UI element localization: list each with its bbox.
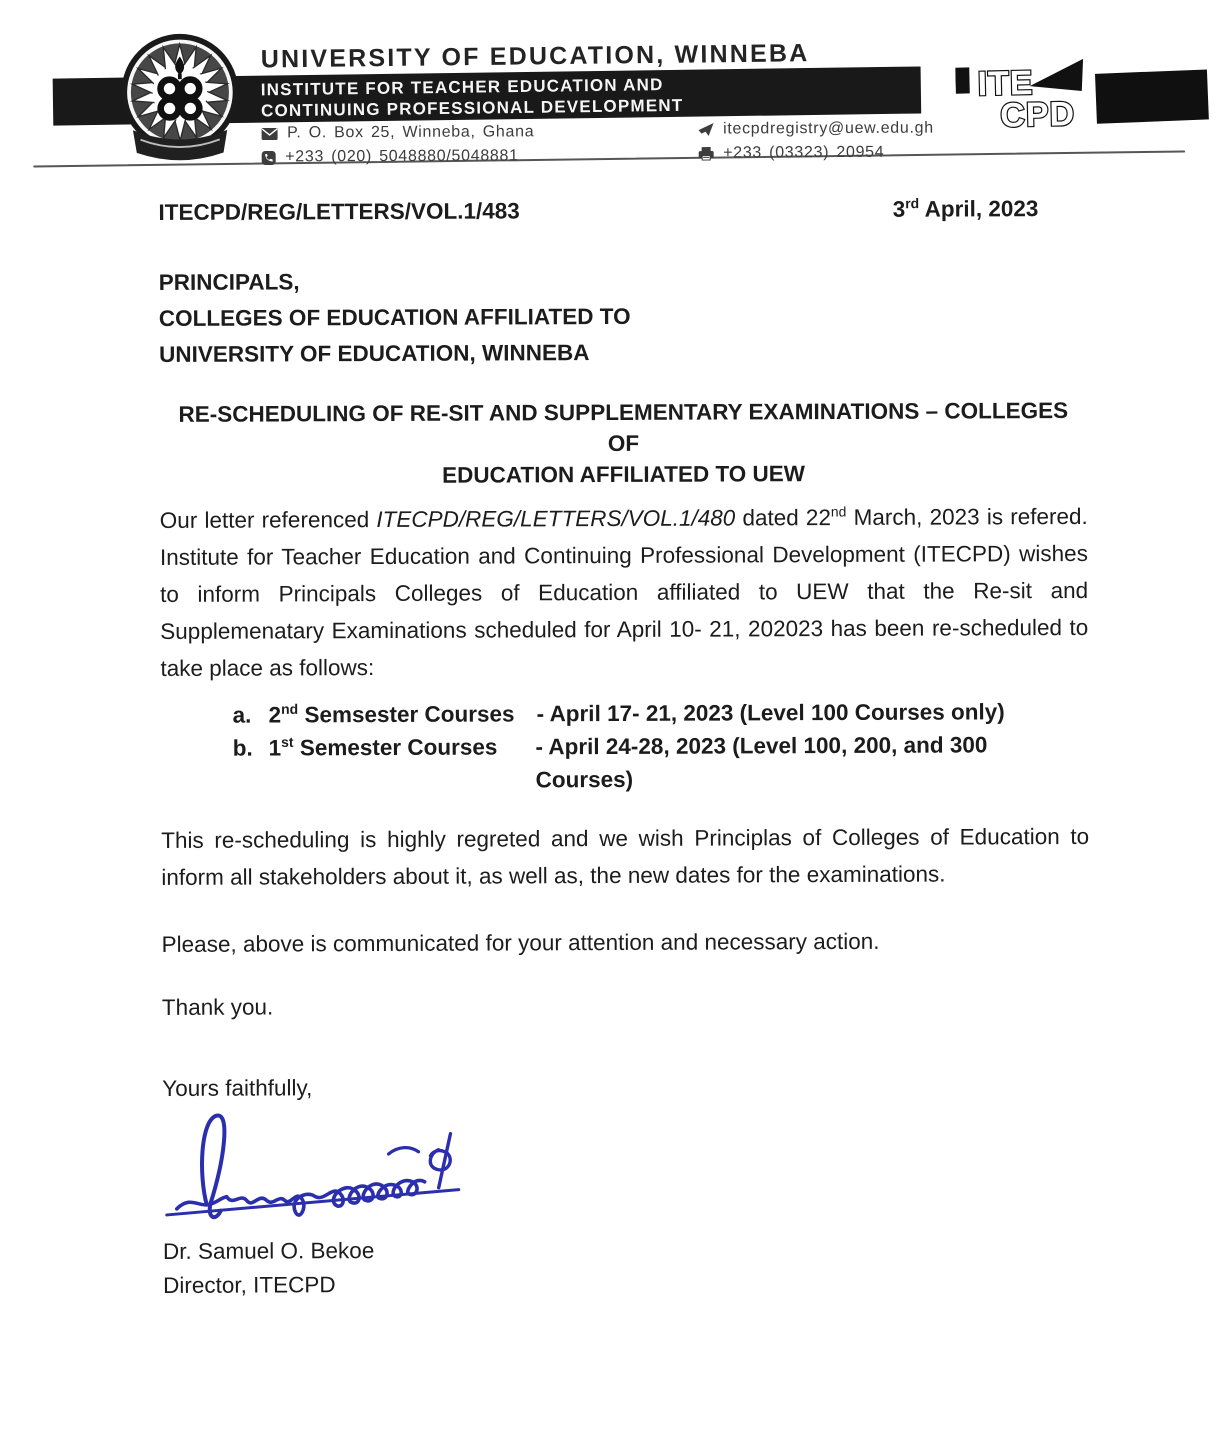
closing-line: Yours faithfully, [162, 1066, 1090, 1107]
header-black-rectangle [1095, 69, 1209, 123]
subject-heading [159, 395, 1087, 492]
signer-title: Director, ITECPD [163, 1265, 1091, 1303]
reference-number: ITECPD/REG/LETTERS/VOL.1/483 [158, 192, 520, 231]
list-marker: a. [233, 698, 269, 731]
list-course [269, 730, 536, 797]
uew-crest-logo [114, 32, 247, 176]
date-rest: April, 2023 [919, 196, 1038, 222]
uew-crest-icon [114, 32, 247, 171]
list-marker: b. [233, 731, 269, 797]
paragraph-3: Please, above is communicated for your attention and necessary action. [162, 922, 1090, 963]
signer-name: Dr. Samuel O. Bekoe [163, 1231, 1091, 1269]
university-name: UNIVERSITY OF EDUCATION, WINNEBA [261, 39, 810, 74]
schedule-list [233, 695, 1089, 798]
date-ordinal: rd [905, 195, 919, 211]
envelope-icon [261, 127, 278, 140]
p1-referenced-letter: ITECPD/REG/LETTERS/VOL.1/480 [376, 505, 735, 532]
p1-seg: March, 2023 is refered. Institute for Teacher Education and Continuing Professional Development (ITECPD) wishes to inform Principals Colleges of Education affiliated to UEW that the Re-sit and Supplemenatary Examinations scheduled for April 10- 21, 202023 has been re-scheduled to take place as follows: [160, 504, 1088, 681]
itecpd-logo [955, 55, 1095, 145]
semester-ordinal: nd [281, 701, 298, 717]
subject-line2: EDUCATION AFFILIATED TO UEW [170, 457, 1078, 492]
addressee-line: PRINCIPALS, [159, 261, 1087, 301]
list-schedule: - April 17- 21, 2023 (Level 100 Courses only) [537, 695, 1005, 730]
semester-number: 2 [269, 702, 282, 727]
paragraph-2: This re-scheduling is highly regreted and we wish Principlas of Colleges of Education to inform all stakeholders about it, as well as, the new dates for the examinations. [161, 818, 1089, 896]
fax-text: +233 (03323) 20954 [723, 144, 884, 163]
contact-block-left [261, 120, 534, 169]
p1-ordinal: nd [831, 503, 847, 519]
phone-row [261, 144, 534, 169]
phone-icon [261, 150, 276, 165]
fax-row [698, 141, 934, 166]
list-item-b [233, 728, 1089, 798]
signature-ink [148, 1106, 489, 1229]
semester-name: Semsester Courses [298, 701, 514, 727]
list-course [269, 697, 537, 731]
addressee-line: UNIVERSITY OF EDUCATION, WINNEBA [159, 333, 1087, 373]
p1-seg: dated 22 [735, 505, 831, 530]
email-text: itecpdregistry@uew.edu.gh [723, 120, 934, 139]
paragraph-1 [160, 498, 1089, 687]
contact-block-right [698, 117, 934, 166]
addressee-block [159, 261, 1087, 373]
signature [148, 1103, 1091, 1229]
date-day: 3 [893, 197, 906, 222]
letter-date [893, 190, 1087, 228]
address-row [261, 120, 534, 145]
institute-line1: INSTITUTE FOR TEACHER EDUCATION AND [261, 74, 684, 101]
po-box-text: P. O. Box 25, Winneba, Ghana [287, 123, 534, 142]
list-schedule: - April 24-28, 2023 (Level 100, 200, and 300 Courses) [535, 728, 1089, 796]
semester-ordinal: st [281, 734, 293, 750]
email-row [698, 117, 934, 142]
addressee-line: COLLEGES OF EDUCATION AFFILIATED TO [159, 297, 1087, 337]
reference-row [158, 190, 1086, 231]
semester-name: Semester Courses [293, 734, 497, 760]
itecpd-logo-icon [955, 55, 1095, 140]
semester-number: 1 [269, 735, 282, 760]
itecpd-logo-text-2: CPD [1000, 95, 1076, 135]
send-icon [698, 123, 714, 137]
itecpd-logo-text-1: ITE [977, 64, 1034, 103]
p1-seg: Our letter referenced [160, 507, 377, 533]
thank-you-line: Thank you. [162, 985, 1090, 1026]
institute-line2: CONTINUING PROFESSIONAL DEVELOPMENT [261, 95, 684, 122]
institute-name [261, 74, 684, 122]
list-item-a [233, 695, 1089, 732]
fax-icon [698, 147, 714, 161]
phone-text: +233 (020) 5048880/5048881 [285, 147, 519, 166]
letter-body [158, 190, 1091, 1303]
subject-line1: RE-SCHEDULING OF RE-SIT AND SUPPLEMENTARY EXAMINATIONS – COLLEGES OF [169, 395, 1077, 461]
signer-block [163, 1231, 1091, 1303]
